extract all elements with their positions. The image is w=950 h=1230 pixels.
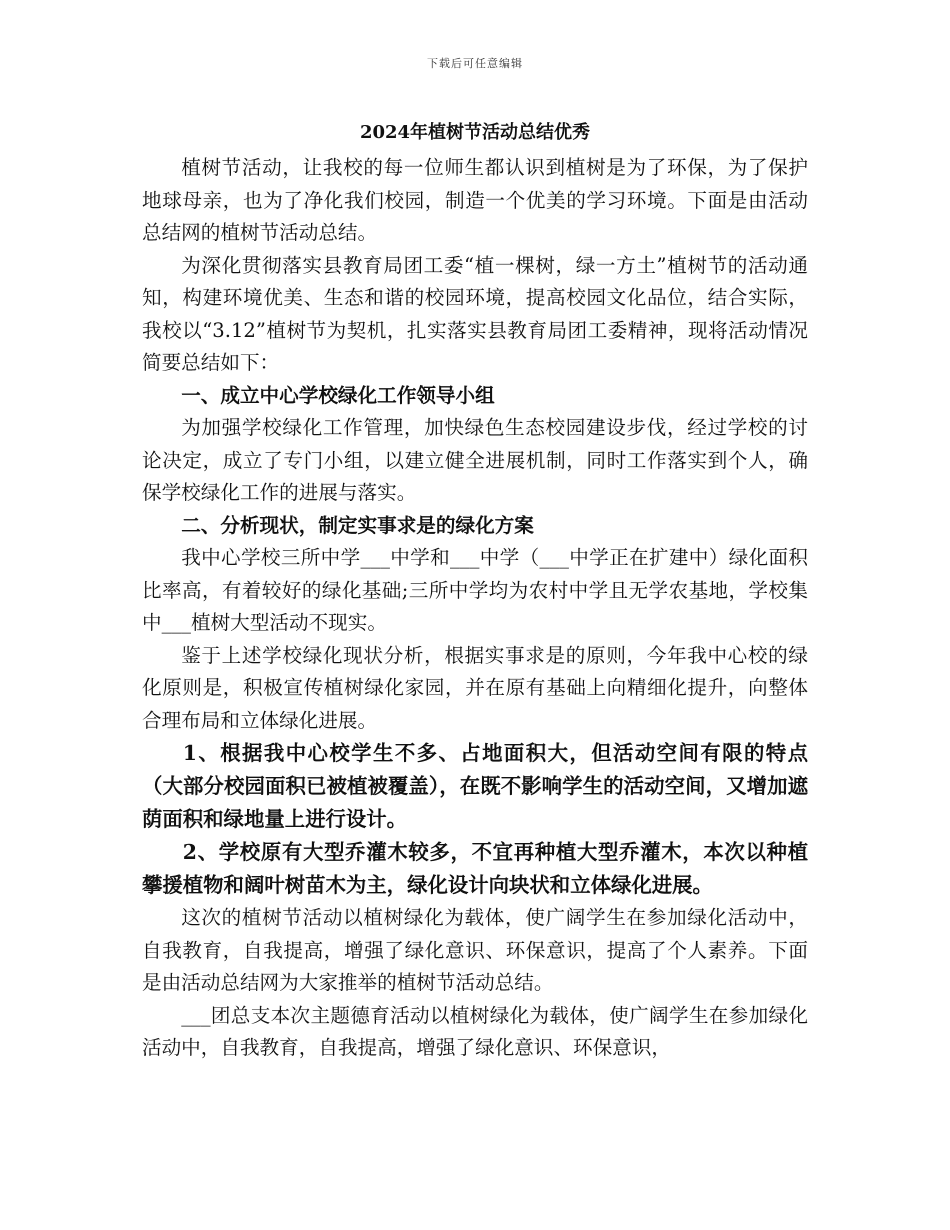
paragraph-point-2: 2、学校原有大型乔灌木较多，不宜再种植大型乔灌木，本次以种植攀援植物和阔叶树苗木为主，绿化设计向块状和立体绿化进展。 [142,840,808,897]
paragraph-point-1: 1、根据我中心校学生不多、占地面积大，但活动空间有限的特点（大部分校园面积已被植被覆盖），在既不影响学生的活动空间，又增加遮荫面积和绿地量上进行设计。 [142,741,808,831]
paragraph-section-1: 为加强学校绿化工作管理，加快绿色生态校园建设步伐，经过学校的讨论决定，成立了专门小组，以建立健全进展机制，同时工作落实到个人，确保学校绿化工作的进展与落实。 [142,416,808,504]
document-title: 2024年植树节活动总结优秀 [359,122,591,143]
section-heading-2: 二、分析现状，制定实事求是的绿化方案 [181,513,534,537]
paragraph-background: 为深化贯彻落实县教育局团工委“植一棵树，绿一方土”植树节的活动通知，构建环境优美、生态和谐的校园环境，提高校园文化品位，结合实际，我校以“3.12”植树节为契机，扎实落实县教育局团工委精神，现将活动情况简要总结如下： [142,253,808,374]
section-heading-1: 一、成立中心学校绿化工作领导小组 [181,383,495,407]
paragraph-intro: 植树节活动，让我校的每一位师生都认识到植树是为了环保，为了保护地球母亲，也为了净化我们校园，制造一个优美的学习环境。下面是由活动总结网的植树节活动总结。 [142,156,808,244]
header-note: 下载后可任意编辑 [427,57,523,70]
paragraph-continuation: ___团总支本次主题德育活动以植树绿化为载体，使广阔学生在参加绿化活动中，自我教育，自我提高，增强了绿化意识、环保意识， [142,1003,808,1059]
paragraph-status: 我中心学校三所中学___中学和___中学（___中学正在扩建中）绿化面积比率高，有着较好的绿化基础;三所中学均为农村中学且无学农基地，学校集中___植树大型活动不现实。 [142,546,808,634]
document-body [142,118,808,1065]
paragraph-summary: 这次的植树节活动以植树绿化为载体，使广阔学生在参加绿化活动中，自我教育，自我提高，增强了绿化意识、环保意识，提高了个人素养。下面是由活动总结网为大家推举的植树节活动总结。 [142,906,808,994]
paragraph-principle: 鉴于上述学校绿化现状分析，根据实事求是的原则，今年我中心校的绿化原则是，积极宣传植树绿化家园，并在原有基础上向精细化提升，向整体合理布局和立体绿化进展。 [142,643,808,732]
